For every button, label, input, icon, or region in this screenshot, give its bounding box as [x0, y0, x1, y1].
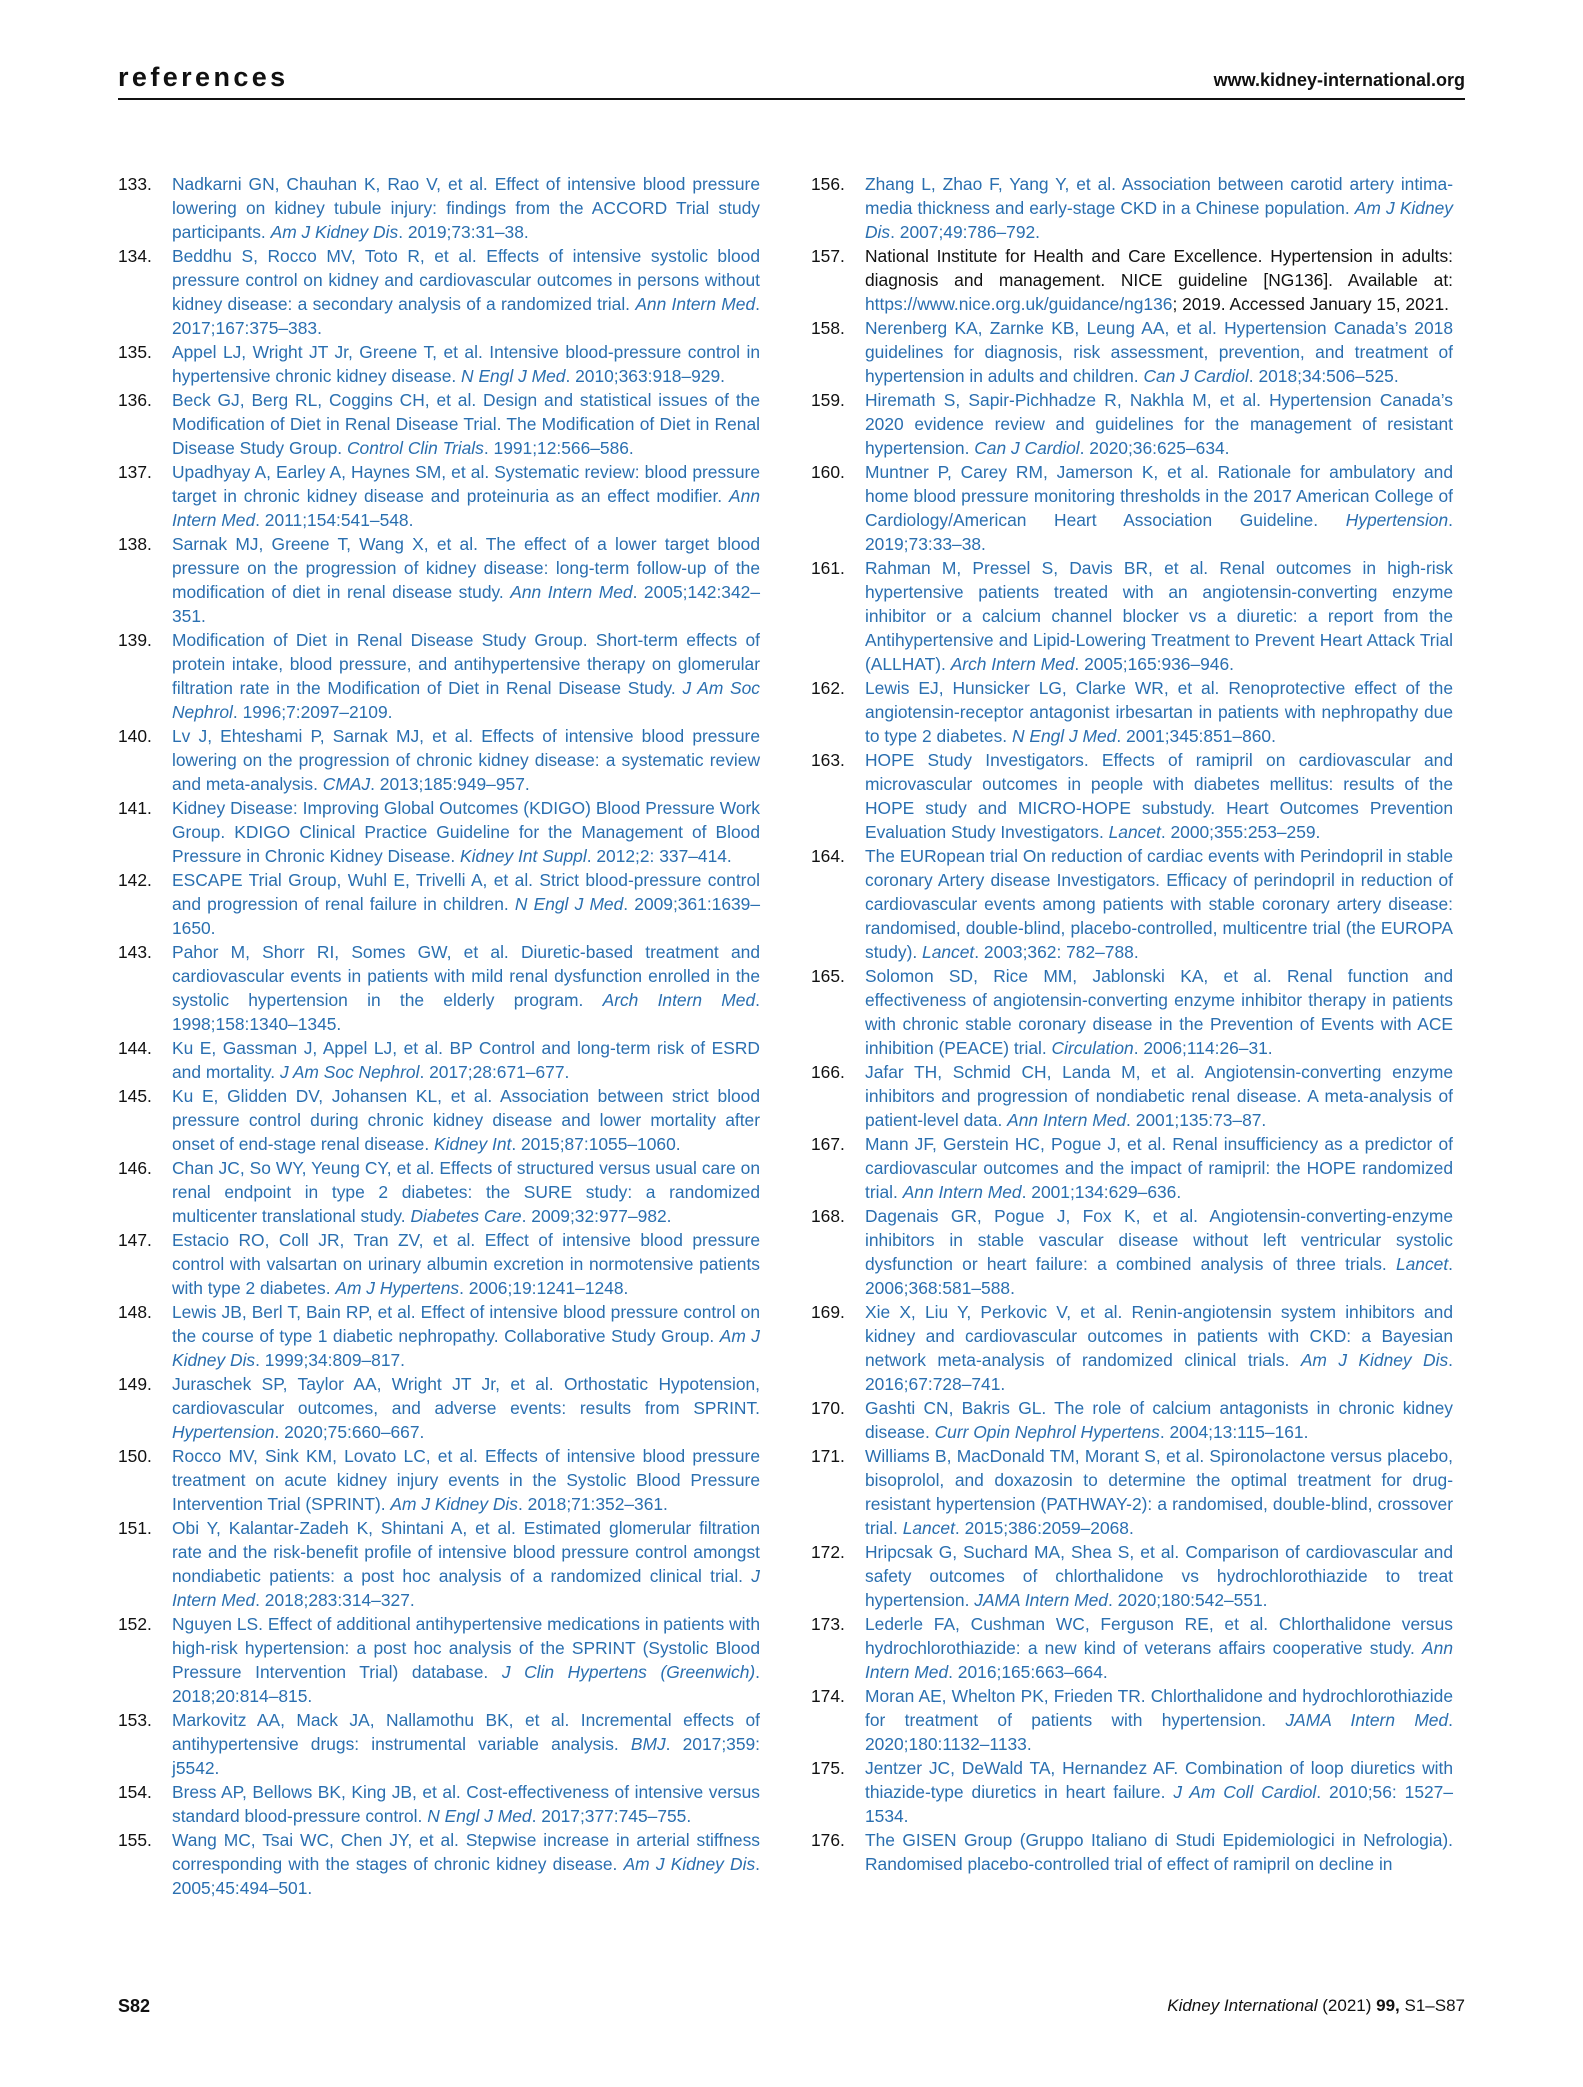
- reference-number: 155.: [118, 1830, 152, 1850]
- reference-authors-title: Nguyen LS. Effect of additional antihypertensive medications in patients with high-risk hypertension: a post hoc analysis of the SPRINT (Systolic Blood Pressure Intervention Trial) database.: [172, 1614, 760, 1682]
- reference-journal: J Clin Hypertens (Greenwich): [501, 1662, 756, 1682]
- reference-item: [118, 1036, 760, 1084]
- reference-text[interactable]: [172, 1780, 760, 1828]
- reference-item: [118, 1372, 760, 1444]
- reference-authors-title: Markovitz AA, Mack JA, Nallamothu BK, et al. Incremental effects of antihypertensive drugs: instrumental variable analysis.: [172, 1710, 760, 1754]
- reference-journal: Am J Hypertens: [335, 1278, 460, 1298]
- footer-journal: Kidney International: [1167, 1996, 1318, 2015]
- reference-number: 157.: [811, 246, 845, 266]
- reference-journal: Ann Intern Med: [510, 582, 633, 602]
- reference-item: [118, 1780, 760, 1828]
- reference-number: 166.: [811, 1062, 845, 1082]
- reference-authors-title: Rocco MV, Sink KM, Lovato LC, et al. Effects of intensive blood pressure treatment on acute kidney injury events in the Systolic Blood Pressure Intervention Trial (SPRINT).: [172, 1446, 760, 1514]
- reference-item: [811, 556, 1453, 676]
- reference-authors-title: Chan JC, So WY, Yeung CY, et al. Effects of structured versus usual care on renal endpoint in type 2 diabetes: the SURE study: a randomized multicenter translational study.: [172, 1158, 760, 1226]
- reference-item: [811, 1396, 1453, 1444]
- reference-journal: Kidney Int Suppl: [460, 846, 587, 866]
- reference-text[interactable]: [172, 868, 760, 940]
- reference-number: 147.: [118, 1230, 152, 1250]
- reference-journal: JAMA Intern Med: [1285, 1710, 1449, 1730]
- reference-text[interactable]: [865, 1444, 1453, 1540]
- reference-item: [118, 1084, 760, 1156]
- reference-journal: JAMA Intern Med: [974, 1590, 1108, 1610]
- reference-number: 172.: [811, 1542, 845, 1562]
- reference-text[interactable]: [172, 532, 760, 628]
- reference-item: [811, 316, 1453, 388]
- reference-journal: Am J Kidney Dis: [865, 198, 1453, 242]
- reference-item: [118, 1300, 760, 1372]
- reference-item: [811, 676, 1453, 748]
- reference-citation: . 2020;36:625–634.: [1079, 438, 1230, 458]
- reference-item: [118, 1444, 760, 1516]
- reference-authors-title: HOPE Study Investigators. Effects of ramipril on cardiovascular and microvascular outcomes in people with diabetes mellitus: results of the HOPE study and MICRO-HOPE substudy. Heart Outcomes Prevention Evaluation Study Investigators.: [865, 750, 1453, 842]
- reference-authors-title: Nerenberg KA, Zarnke KB, Leung AA, et al. Hypertension Canada’s 2018 guidelines for diagnosis, risk assessment, prevention, and treatment of hypertension in adults and children.: [865, 318, 1453, 386]
- reference-text[interactable]: [172, 172, 760, 244]
- reference-item: [811, 244, 1453, 316]
- reference-item: [811, 1684, 1453, 1756]
- reference-number: 156.: [811, 174, 845, 194]
- reference-citation: . 2018;71:352–361.: [518, 1494, 668, 1514]
- reference-text[interactable]: [865, 844, 1453, 964]
- reference-number: 169.: [811, 1302, 845, 1322]
- reference-number: 141.: [118, 798, 152, 818]
- reference-authors-title: Estacio RO, Coll JR, Tran ZV, et al. Effect of intensive blood pressure control with valsartan on urinary albumin excretion in normotensive patients with type 2 diabetes.: [172, 1230, 760, 1298]
- reference-number: 164.: [811, 846, 845, 866]
- reference-citation: . 2017;359: j5542.: [172, 1734, 760, 1778]
- reference-number: 168.: [811, 1206, 845, 1226]
- reference-authors-title: Beddhu S, Rocco MV, Toto R, et al. Effects of intensive systolic blood pressure control on kidney and cardiovascular outcomes in persons without kidney disease: a secondary analysis of a randomized trial.: [172, 246, 760, 314]
- reference-number: 161.: [811, 558, 845, 578]
- reference-number: 176.: [811, 1830, 845, 1850]
- reference-authors-title: Modification of Diet in Renal Disease Study Group. Short-term effects of protein intake, blood pressure, and antihypertensive therapy on glomerular filtration rate in the Modification of Diet in Renal Disease Study.: [172, 630, 760, 698]
- reference-citation: . 2012;2: 337–414.: [586, 846, 732, 866]
- reference-item: [811, 964, 1453, 1060]
- reference-number: 152.: [118, 1614, 152, 1634]
- footer-pages: S1–S87: [1404, 1996, 1465, 2015]
- reference-journal: CMAJ: [322, 774, 371, 794]
- reference-journal: Arch Intern Med: [602, 990, 756, 1010]
- reference-text[interactable]: [172, 244, 760, 340]
- reference-text[interactable]: [172, 1228, 760, 1300]
- reference-text[interactable]: [865, 1540, 1453, 1612]
- reference-authors-title: Ku E, Glidden DV, Johansen KL, et al. Association between strict blood pressure control during chronic kidney disease and lower mortality after onset of end-stage renal disease.: [172, 1086, 760, 1154]
- reference-item: [118, 940, 760, 1036]
- reference-item: [811, 1540, 1453, 1612]
- reference-number: 135.: [118, 342, 152, 362]
- reference-citation: . 2018;34:506–525.: [1248, 366, 1399, 386]
- reference-number: 150.: [118, 1446, 152, 1466]
- reference-journal: Am J Kidney Dis: [1300, 1350, 1449, 1370]
- reference-citation: . 1991;12:566–586.: [483, 438, 634, 458]
- reference-journal: Hypertension: [172, 1422, 275, 1442]
- reference-text[interactable]: [172, 340, 760, 388]
- reference-journal: Curr Opin Nephrol Hypertens: [934, 1422, 1160, 1442]
- reference-number: 174.: [811, 1686, 845, 1706]
- reference-authors-title: Lewis EJ, Hunsicker LG, Clarke WR, et al. Renoprotective effect of the angiotensin-receptor antagonist irbesartan in patients with nephropathy due to type 2 diabetes.: [865, 678, 1453, 746]
- reference-authors-title: Wang MC, Tsai WC, Chen JY, et al. Stepwise increase in arterial stiffness corresponding with the stages of chronic kidney disease.: [172, 1830, 760, 1874]
- reference-authors-title: Sarnak MJ, Greene T, Wang X, et al. The effect of a lower target blood pressure on the progression of kidney disease: long-term follow-up of the modification of diet in renal disease study.: [172, 534, 760, 602]
- reference-item: [118, 1228, 760, 1300]
- reference-text[interactable]: [865, 1300, 1453, 1396]
- reference-item: [118, 1828, 760, 1900]
- reference-journal: BMJ: [630, 1734, 666, 1754]
- reference-journal: Ann Intern Med: [902, 1182, 1022, 1202]
- reference-item: [118, 244, 760, 340]
- reference-text[interactable]: [172, 1828, 760, 1900]
- reference-link[interactable]: https://www.nice.org.uk/guidance/ng136: [865, 294, 1173, 314]
- reference-citation: . 2007;49:786–792.: [890, 222, 1041, 242]
- reference-authors-title: Zhang L, Zhao F, Yang Y, et al. Association between carotid artery intima-media thickness and early-stage CKD in a Chinese population.: [865, 174, 1453, 218]
- reference-authors-title: Muntner P, Carey RM, Jamerson K, et al. Rationale for ambulatory and home blood pressure monitoring thresholds in the 2017 American College of Cardiology/American Heart Association Guideline.: [865, 462, 1453, 530]
- reference-number: 146.: [118, 1158, 152, 1178]
- reference-journal: Am J Kidney Dis: [172, 1326, 760, 1370]
- reference-journal: Ann Intern Med: [865, 1638, 1453, 1682]
- reference-citation: . 2010;363:918–929.: [565, 366, 726, 386]
- reference-citation: . 2006;368:581–588.: [865, 1254, 1453, 1298]
- reference-citation: . 2015;87:1055–1060.: [511, 1134, 681, 1154]
- reference-journal: Lancet: [922, 942, 975, 962]
- reference-number: 139.: [118, 630, 152, 650]
- reference-number: 153.: [118, 1710, 152, 1730]
- reference-text[interactable]: [172, 460, 760, 532]
- reference-journal: J Am Soc Nephrol: [279, 1062, 420, 1082]
- reference-authors-title: Juraschek SP, Taylor AA, Wright JT Jr, et al. Orthostatic Hypotension, cardiovascular outcomes, and adverse events: results from SPRINT.: [172, 1374, 760, 1418]
- reference-authors-title: Nadkarni GN, Chauhan K, Rao V, et al. Effect of intensive blood pressure lowering on kidney tubule injury: findings from the ACCORD Trial study participants.: [172, 174, 760, 242]
- reference-citation: . 2019;73:33–38.: [865, 510, 1453, 554]
- reference-item: [118, 724, 760, 796]
- reference-journal: Lancet: [902, 1518, 955, 1538]
- reference-citation: . 1996;7:2097–2109.: [232, 702, 393, 722]
- reference-authors-title: Hripcsak G, Suchard MA, Shea S, et al. Comparison of cardiovascular and safety outcomes of chlorthalidone vs hydrochlorothiazide to treat hypertension.: [865, 1542, 1453, 1610]
- reference-number: 143.: [118, 942, 152, 962]
- reference-journal: Am J Kidney Dis: [390, 1494, 518, 1514]
- reference-number: 137.: [118, 462, 152, 482]
- reference-authors-title: National Institute for Health and Care Excellence. Hypertension in adults: diagnosis and management. NICE guideline [NG136]. Available at:: [865, 246, 1453, 290]
- reference-text[interactable]: [172, 796, 760, 868]
- reference-journal: N Engl J Med: [1011, 726, 1117, 746]
- reference-number: 171.: [811, 1446, 845, 1466]
- reference-number: 175.: [811, 1758, 845, 1778]
- reference-tail: ; 2019. Accessed January 15, 2021.: [1172, 294, 1449, 314]
- reference-journal: J Intern Med: [172, 1566, 760, 1610]
- reference-number: 170.: [811, 1398, 845, 1418]
- reference-authors-title: Mann JF, Gerstein HC, Pogue J, et al. Renal insufficiency as a predictor of cardiovascular outcomes and the impact of ramipril: the HOPE randomized trial.: [865, 1134, 1453, 1202]
- reference-item: [118, 340, 760, 388]
- reference-text[interactable]: [865, 964, 1453, 1060]
- reference-item: [811, 1204, 1453, 1300]
- reference-citation: . 2010;56: 1527–1534.: [865, 1782, 1454, 1826]
- reference-number: 144.: [118, 1038, 152, 1058]
- reference-journal: Kidney Int: [434, 1134, 512, 1154]
- reference-item: [118, 1516, 760, 1612]
- reference-citation: . 2001;135:73–87.: [1126, 1110, 1267, 1130]
- reference-citation: . 2006;114:26–31.: [1133, 1038, 1273, 1058]
- reference-item: [811, 388, 1453, 460]
- reference-text[interactable]: [865, 748, 1453, 844]
- site-url[interactable]: www.kidney-international.org: [1213, 70, 1465, 90]
- reference-citation: . 2009;361:1639–1650.: [172, 894, 761, 938]
- reference-citation: . 2011;154:541–548.: [255, 510, 414, 530]
- reference-text[interactable]: [172, 1444, 760, 1516]
- reference-citation: . 2017;28:671–677.: [419, 1062, 570, 1082]
- reference-authors-title: Pahor M, Shorr RI, Somes GW, et al. Diuretic-based treatment and cardiovascular events in patients with mild renal dysfunction enrolled in the systolic hypertension in the elderly program.: [172, 942, 760, 1010]
- reference-number: 142.: [118, 870, 152, 890]
- reference-citation: . 2015;386:2059–2068.: [954, 1518, 1134, 1538]
- reference-authors-title: Hiremath S, Sapir-Pichhadze R, Nakhla M, et al. Hypertension Canada’s 2020 evidence review and guidelines for the management of resistant hypertension.: [865, 390, 1453, 458]
- reference-authors-title: Solomon SD, Rice MM, Jablonski KA, et al. Renal function and effectiveness of angiotensin-converting enzyme inhibitor therapy in patients with chronic stable coronary disease in the Prevention of Events with ACE inhibition (PEACE) trial.: [865, 966, 1453, 1058]
- reference-citation: . 2020;75:660–667.: [274, 1422, 425, 1442]
- reference-citation: . 2000;355:253–259.: [1160, 822, 1321, 842]
- reference-citation: . 2005;142:342–351.: [172, 582, 760, 626]
- reference-item: [811, 172, 1453, 244]
- reference-item: [118, 388, 760, 460]
- reference-text[interactable]: [172, 1516, 760, 1612]
- reference-journal: J Am Coll Cardiol: [1173, 1782, 1317, 1802]
- reference-authors-title: Kidney Disease: Improving Global Outcomes (KDIGO) Blood Pressure Work Group. KDIGO Clinical Practice Guideline for the Management of Blood Pressure in Chronic Kidney Disease.: [172, 798, 760, 866]
- reference-text[interactable]: [865, 460, 1453, 556]
- reference-number: 167.: [811, 1134, 845, 1154]
- reference-citation: . 2020;180:1132–1133.: [865, 1710, 1453, 1754]
- reference-authors-title: Lv J, Ehteshami P, Sarnak MJ, et al. Effects of intensive blood pressure lowering on the progression of chronic kidney disease: a systematic review and meta-analysis.: [172, 726, 760, 794]
- reference-item: [811, 460, 1453, 556]
- reference-authors-title: Jentzer JC, DeWald TA, Hernandez AF. Combination of loop diuretics with thiazide-type diuretics in heart failure.: [865, 1758, 1453, 1802]
- reference-journal: Circulation: [1051, 1038, 1134, 1058]
- reference-authors-title: Gashti CN, Bakris GL. The role of calcium antagonists in chronic kidney disease.: [865, 1398, 1453, 1442]
- section-title: references: [118, 62, 289, 92]
- reference-journal: N Engl J Med: [427, 1806, 532, 1826]
- reference-citation: . 2019;73:31–38.: [398, 222, 529, 242]
- footer-year: (2021): [1322, 1996, 1372, 2015]
- reference-journal: Lancet: [1395, 1254, 1449, 1274]
- reference-text[interactable]: [172, 724, 760, 796]
- reference-authors-title: Moran AE, Whelton PK, Frieden TR. Chlorthalidone and hydrochlorothiazide for treatment of patients with hypertension.: [865, 1686, 1453, 1730]
- reference-authors-title: Upadhyay A, Earley A, Haynes SM, et al. Systematic review: blood pressure target in chronic kidney disease and proteinuria as an effect modifier.: [172, 462, 760, 506]
- reference-journal: Can J Cardiol: [974, 438, 1080, 458]
- reference-number: 163.: [811, 750, 845, 770]
- reference-text[interactable]: [865, 1060, 1453, 1132]
- reference-number: 173.: [811, 1614, 845, 1634]
- reference-column-right: [811, 172, 1453, 1876]
- reference-authors-title: Dagenais GR, Pogue J, Fox K, et al. Angiotensin-converting-enzyme inhibitors in stable vascular disease without left ventricular systolic dysfunction or heart failure: a combined analysis of three trials.: [865, 1206, 1453, 1274]
- reference-item: [811, 1756, 1453, 1828]
- reference-journal: Am J Kidney Dis: [623, 1854, 756, 1874]
- reference-journal: Ann Intern Med: [172, 486, 760, 530]
- reference-citation: . 1999;34:809–817.: [255, 1350, 406, 1370]
- reference-text[interactable]: [865, 556, 1453, 676]
- reference-authors-title: ESCAPE Trial Group, Wuhl E, Trivelli A, et al. Strict blood-pressure control and progression of renal failure in children.: [172, 870, 760, 914]
- reference-number: 165.: [811, 966, 845, 986]
- reference-text[interactable]: [865, 1396, 1453, 1444]
- reference-text[interactable]: [172, 388, 760, 460]
- reference-item: [811, 1612, 1453, 1684]
- reference-journal: Diabetes Care: [410, 1206, 522, 1226]
- reference-text[interactable]: [865, 676, 1453, 748]
- reference-item: [811, 1444, 1453, 1540]
- reference-citation: . 2013;185:949–957.: [370, 774, 530, 794]
- reference-text[interactable]: [865, 1756, 1453, 1828]
- reference-journal: Hypertension: [1345, 510, 1449, 530]
- reference-number: 149.: [118, 1374, 152, 1394]
- reference-number: 154.: [118, 1782, 152, 1802]
- reference-number: 148.: [118, 1302, 152, 1322]
- reference-number: 140.: [118, 726, 152, 746]
- reference-citation: . 2006;19:1241–1248.: [459, 1278, 629, 1298]
- reference-authors-title: Lederle FA, Cushman WC, Ferguson RE, et al. Chlorthalidone versus hydrochlorothiazide: a new kind of veterans affairs cooperative study.: [865, 1614, 1453, 1658]
- reference-authors-title: Bress AP, Bellows BK, King JB, et al. Cost-effectiveness of intensive versus standard blood-pressure control.: [172, 1782, 760, 1826]
- reference-item: [811, 844, 1453, 964]
- reference-item: [118, 1612, 760, 1708]
- reference-text[interactable]: [865, 1828, 1453, 1876]
- reference-journal: Control Clin Trials: [346, 438, 484, 458]
- reference-text: [865, 244, 1453, 316]
- reference-text[interactable]: [865, 1684, 1453, 1756]
- reference-journal: Arch Intern Med: [950, 654, 1075, 674]
- reference-authors-title: Ku E, Gassman J, Appel LJ, et al. BP Control and long-term risk of ESRD and mortality.: [172, 1038, 760, 1082]
- reference-citation: . 2018;20:814–815.: [172, 1662, 761, 1706]
- reference-text[interactable]: [865, 316, 1453, 388]
- reference-authors-title: Rahman M, Pressel S, Davis BR, et al. Renal outcomes in high-risk hypertensive patients treated with an angiotensin-converting enzyme inhibitor or a calcium channel blocker vs a diuretic: a report from the Antihypertensive and Lipid-Lowering Treatment to Prevent Heart Attack Trial (ALLHAT).: [865, 558, 1453, 674]
- reference-journal: J Am Soc Nephrol: [172, 678, 760, 722]
- reference-citation: . 2001;345:851–860.: [1116, 726, 1276, 746]
- reference-text[interactable]: [172, 1708, 760, 1780]
- reference-journal: Can J Cardiol: [1143, 366, 1249, 386]
- reference-authors-title: Obi Y, Kalantar-Zadeh K, Shintani A, et al. Estimated glomerular filtration rate and the risk-benefit profile of intensive blood pressure control amongst nondiabetic patients: a post hoc analysis of a randomized clinical trial.: [172, 1518, 760, 1586]
- reference-number: 136.: [118, 390, 152, 410]
- reference-journal: N Engl J Med: [461, 366, 566, 386]
- reference-citation: . 2020;180:542–551.: [1107, 1590, 1268, 1610]
- reference-text[interactable]: [172, 1612, 760, 1708]
- reference-text[interactable]: [172, 1036, 760, 1084]
- reference-citation: . 2017;167:375–383.: [172, 294, 760, 338]
- reference-item: [811, 1132, 1453, 1204]
- footer-volume: 99,: [1376, 1996, 1400, 2015]
- reference-text[interactable]: [865, 172, 1453, 244]
- reference-citation: . 2001;134:629–636.: [1021, 1182, 1182, 1202]
- reference-item: [118, 796, 760, 868]
- page-number: S82: [118, 1996, 151, 2016]
- reference-authors-title: Appel LJ, Wright JT Jr, Greene T, et al. Intensive blood-pressure control in hypertensive chronic kidney disease.: [172, 342, 760, 386]
- reference-text[interactable]: [172, 1300, 760, 1372]
- reference-citation: . 2016;67:728–741.: [865, 1350, 1453, 1394]
- reference-text[interactable]: [172, 1156, 760, 1228]
- reference-citation: . 2017;377:745–755.: [531, 1806, 692, 1826]
- reference-text[interactable]: [172, 940, 760, 1036]
- reference-number: 162.: [811, 678, 845, 698]
- reference-citation: . 2018;283:314–327.: [255, 1590, 415, 1610]
- reference-number: 151.: [118, 1518, 152, 1538]
- reference-item: [118, 628, 760, 724]
- reference-number: 158.: [811, 318, 845, 338]
- reference-number: 159.: [811, 390, 845, 410]
- reference-number: 133.: [118, 174, 152, 194]
- reference-item: [118, 868, 760, 940]
- journal-citation-footer: [1167, 1996, 1465, 2016]
- reference-text[interactable]: [865, 1132, 1453, 1204]
- reference-number: 145.: [118, 1086, 152, 1106]
- reference-journal: N Engl J Med: [514, 894, 624, 914]
- reference-citation: . 2009;32:977–982.: [521, 1206, 672, 1226]
- reference-item: [118, 460, 760, 532]
- reference-column-left: [118, 172, 760, 1900]
- reference-number: 138.: [118, 534, 152, 554]
- reference-item: [118, 172, 760, 244]
- reference-item: [118, 1156, 760, 1228]
- reference-authors-title: Xie X, Liu Y, Perkovic V, et al. Renin-angiotensin system inhibitors and kidney and cardiovascular outcomes in patients with CKD: a Bayesian network meta-analysis of randomized clinical trials.: [865, 1302, 1453, 1370]
- reference-number: 160.: [811, 462, 845, 482]
- reference-text[interactable]: [172, 1372, 760, 1444]
- reference-citation: . 1998;158:1340–1345.: [172, 990, 760, 1034]
- reference-journal: Ann Intern Med: [1007, 1110, 1127, 1130]
- reference-authors-title: The EURopean trial On reduction of cardiac events with Perindopril in stable coronary Artery disease Investigators. Efficacy of perindopril in reduction of cardiovascular events among patients with stable coronary artery disease: randomised, double-blind, placebo-controlled, multicentre trial (the EUROPA study).: [865, 846, 1453, 962]
- reference-text[interactable]: [172, 1084, 760, 1156]
- reference-citation: . 2005;165:936–946.: [1074, 654, 1234, 674]
- reference-item: [811, 1060, 1453, 1132]
- running-header: [118, 62, 1465, 100]
- reference-item: [118, 532, 760, 628]
- reference-item: [118, 1708, 760, 1780]
- reference-authors-title: Jafar TH, Schmid CH, Landa M, et al. Angiotensin-converting enzyme inhibitors and progression of nondiabetic renal disease. A meta-analysis of patient-level data.: [865, 1062, 1453, 1130]
- reference-citation: . 2016;165:663–664.: [948, 1662, 1108, 1682]
- reference-journal: Am J Kidney Dis: [270, 222, 399, 242]
- reference-text[interactable]: [172, 628, 760, 724]
- reference-item: [811, 748, 1453, 844]
- reference-journal: Lancet: [1108, 822, 1161, 842]
- reference-citation: . 2004;13:115–161.: [1159, 1422, 1309, 1442]
- reference-authors-title: Lewis JB, Berl T, Bain RP, et al. Effect of intensive blood pressure control on the course of type 1 diabetic nephropathy. Collaborative Study Group.: [172, 1302, 760, 1346]
- reference-number: 134.: [118, 246, 152, 266]
- reference-text[interactable]: [865, 1204, 1453, 1300]
- reference-authors-title: The GISEN Group (Gruppo Italiano di Studi Epidemiologici in Nefrologia). Randomised placebo-controlled trial of effect of ramipril on decline in: [865, 1830, 1453, 1874]
- reference-citation: . 2003;362: 782–788.: [974, 942, 1139, 962]
- reference-authors-title: Williams B, MacDonald TM, Morant S, et al. Spironolactone versus placebo, bisoprolol, and doxazosin to determine the optimal treatment for drug-resistant hypertension (PATHWAY-2): a randomised, double-blind, crossover trial.: [865, 1446, 1453, 1538]
- reference-text[interactable]: [865, 1612, 1453, 1684]
- reference-item: [811, 1300, 1453, 1396]
- reference-text[interactable]: [865, 388, 1453, 460]
- reference-citation: . 2005;45:494–501.: [172, 1854, 761, 1898]
- reference-journal: Ann Intern Med: [635, 294, 756, 314]
- reference-item: [811, 1828, 1453, 1876]
- reference-authors-title: Beck GJ, Berg RL, Coggins CH, et al. Design and statistical issues of the Modification of Diet in Renal Disease Trial. The Modification of Diet in Renal Disease Study Group.: [172, 390, 760, 458]
